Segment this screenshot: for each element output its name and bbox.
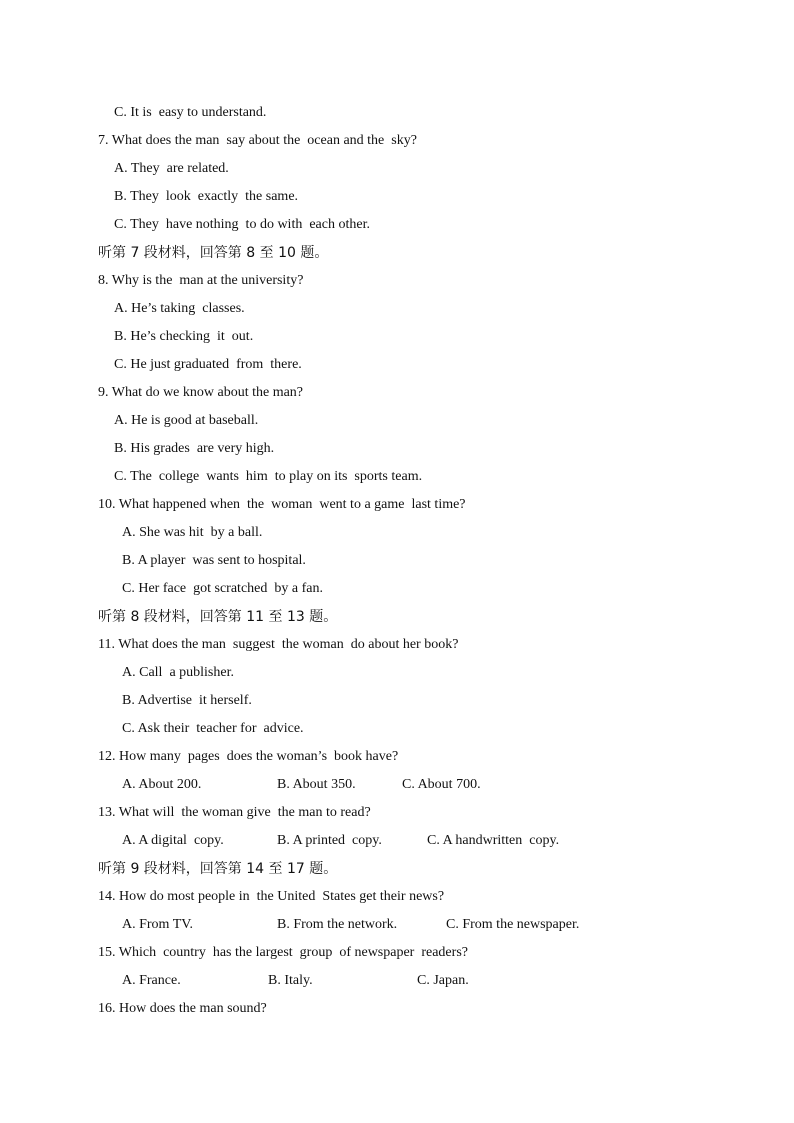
q9-option-a: A. He is good at baseball. (114, 413, 259, 428)
q8-option-a: A. He’s taking classes. (114, 301, 245, 316)
q9-option-b: B. His grades are very high. (114, 441, 275, 456)
section-heading-8: 听第 8 段材料，回答第 11 至 13 题。 (98, 609, 338, 625)
q12-option-a: A. About 200. (122, 777, 202, 792)
q11-option-c: C. Ask their teacher for advice. (122, 721, 304, 736)
question-11: 11. What does the man suggest the woman do about her book? (98, 637, 459, 652)
section-heading-9: 听第 9 段材料，回答第 14 至 17 题。 (98, 861, 338, 877)
q7-option-b: B. They look exactly the same. (114, 189, 299, 204)
q12-option-c: C. About 700. (402, 777, 481, 792)
q11-option-b: B. Advertise it herself. (122, 693, 252, 708)
q13-option-b: B. A printed copy. (277, 833, 382, 848)
q10-option-c: C. Her face got scratched by a fan. (122, 581, 323, 596)
question-8: 8. Why is the man at the university? (98, 273, 304, 288)
question-9: 9. What do we know about the man? (98, 385, 304, 400)
question-7: 7. What does the man say about the ocean and the sky? (98, 133, 417, 148)
q8-option-b: B. He’s checking it out. (114, 329, 254, 344)
question-13: 13. What will the woman give the man to read? (98, 805, 371, 820)
q13-option-a: A. A digital copy. (122, 833, 224, 848)
q13-option-c: C. A handwritten copy. (427, 833, 560, 848)
section-heading-7: 听第 7 段材料，回答第 8 至 10 题。 (98, 245, 329, 261)
question-14: 14. How do most people in the United States get their news? (98, 889, 445, 904)
q14-option-a: A. From TV. (122, 917, 194, 932)
q7-option-c: C. They have nothing to do with each other. (114, 217, 370, 232)
question-10: 10. What happened when the woman went to a game last time? (98, 497, 466, 512)
q7-option-a: A. They are related. (114, 161, 229, 176)
q14-option-b: B. From the network. (277, 917, 398, 932)
q11-option-a: A. Call a publisher. (122, 665, 234, 680)
question-12: 12. How many pages does the woman’s book have? (98, 749, 399, 764)
q15-option-b: B. Italy. (268, 973, 313, 988)
q10-option-a: A. She was hit by a ball. (122, 525, 263, 540)
q6-option-c: C. It is easy to understand. (114, 105, 267, 120)
q10-option-b: B. A player was sent to hospital. (122, 553, 306, 568)
question-15: 15. Which country has the largest group of newspaper readers? (98, 945, 468, 960)
q12-option-b: B. About 350. (277, 777, 356, 792)
question-16: 16. How does the man sound? (98, 1001, 267, 1016)
q14-option-c: C. From the newspaper. (446, 917, 580, 932)
q9-option-c: C. The college wants him to play on its sports team. (114, 469, 423, 484)
q15-option-a: A. France. (122, 973, 181, 988)
q8-option-c: C. He just graduated from there. (114, 357, 302, 372)
q15-option-c: C. Japan. (417, 973, 469, 988)
